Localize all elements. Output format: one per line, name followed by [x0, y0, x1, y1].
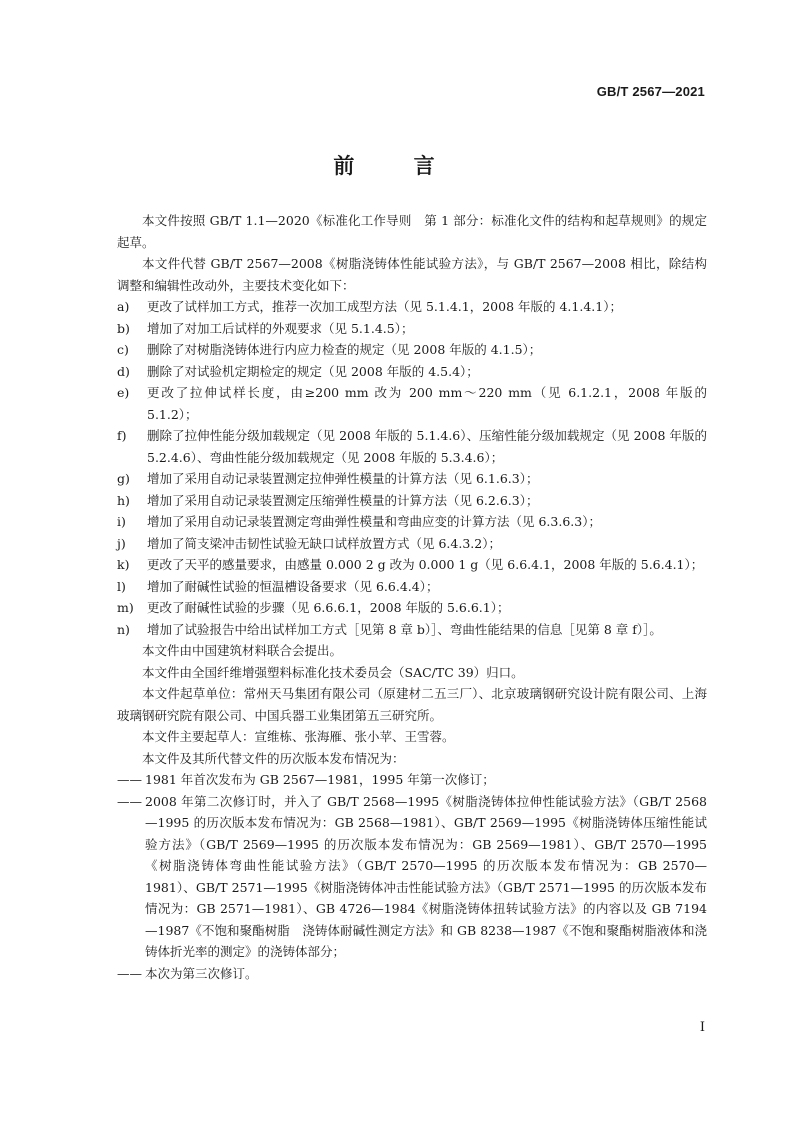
list-item-text: 删除了拉伸性能分级加载规定（见 2008 年版的 5.1.4.6）、压缩性能分级加载规定（见 2008 年版的 5.2.4.6）、弯曲性能分级加载规定（见 2008 年版的 5.3.4.6）； [147, 428, 707, 465]
list-item-text: 增加了对加工后试样的外观要求（见 5.1.4.5）； [147, 320, 414, 336]
intro-paragraph: 本文件按照 GB/T 1.1—2020《标准化工作导则 第 1 部分：标准化文件的结构和起草规则》的规定起草。 [117, 213, 707, 250]
list-item [117, 318, 707, 340]
list-item-label: g) [117, 471, 130, 486]
list-item-text: 删除了对试验机定期检定的规定（见 2008 年版的 4.5.4）； [147, 363, 479, 379]
list-item-text: 更改了试样加工方式，推荐一次加工成型方法（见 5.1.4.1，2008 年版的 4.1.4.1）； [147, 299, 622, 314]
list-item [117, 554, 707, 576]
list-item-label: e) [117, 385, 130, 400]
history-item [117, 963, 707, 985]
statement-paragraph: 本文件主要起草人：宣维栋、张海雁、张小苹、王雪蓉。 [142, 729, 455, 744]
list-item [117, 511, 707, 533]
list-item-label: h) [117, 492, 130, 508]
list-item-label: c) [117, 342, 129, 357]
list-item [117, 296, 707, 318]
page-title: 前 言 [333, 154, 461, 178]
list-item [117, 468, 707, 490]
statement-paragraph: 本文件由中国建筑材料联合会提出。 [142, 643, 343, 658]
history-item-text: 2008 年第二次修订时，并入了 GB/T 2568—1995《树脂浇铸体拉伸性能试验方法》（GB/T 2568—1995 的历次版本发布情况为：GB 2568—1981）、GB/T 2569—1995《树脂浇铸体压缩性能试验方法》（GB/T 2569—1995 的历次版本发布情况为：GB 2569—1981）、GB/T 2570—1995《树脂浇铸体弯曲性能试验方法》（GB/T 2570—1995 的历次版本发布情况为：GB 2570—1981）、GB/T 2571—1995《树脂浇铸体冲击性能试验方法》（GB/T 2571—1995 的历次版本发布情况为：GB 2571—1981）、GB 4726—1984《树脂浇铸体扭转试验方法》的内容以及 GB 7194—1987《不饱和聚酯树脂 浇铸体耐碱性测定方法》和 GB 8238—1987《不饱和聚酯树脂液体和浇铸体折光率的测定》的浇铸体部分； [145, 793, 707, 959]
list-item-text: 删除了对树脂浇铸体进行内应力检查的规定（见 2008 年版的 4.1.5）； [147, 342, 542, 357]
list-item-text: 增加了采用自动记录装置测定压缩弹性模量的计算方法（见 6.2.6.3）； [147, 492, 539, 508]
list-item-label: i) [117, 514, 126, 529]
list-item-label: a) [117, 299, 130, 314]
list-item [117, 533, 707, 555]
list-item-label: b) [117, 320, 130, 336]
list-item-label: f) [117, 428, 127, 443]
list-item [117, 597, 707, 619]
intro-paragraph: 本文件代替 GB/T 2567—2008《树脂浇铸体性能试验方法》，与 GB/T 2567—2008 相比，除结构调整和编辑性改动外，主要技术变化如下： [117, 256, 707, 293]
list-item-label: k) [117, 557, 130, 572]
statement-paragraph: 本文件由全国纤维增强塑料标准化技术委员会（SAC/TC 39）归口。 [142, 664, 524, 680]
list-item-text: 更改了天平的感量要求，由感量 0.000 2 g 改为 0.000 1 g（见 6.6.4.1，2008 年版的 5.6.4.1）； [147, 557, 704, 572]
standard-code: GB/T 2567—2021 [596, 84, 705, 99]
list-item-text: 增加了试验报告中给出试样加工方式［见第 8 章 b）］、弯曲性能结果的信息［见第 8 章 f）］。 [147, 621, 662, 637]
list-item [117, 382, 707, 425]
list-item [117, 339, 707, 361]
list-item [117, 361, 707, 383]
list-item-label: l) [117, 578, 126, 594]
changes-list [117, 296, 707, 640]
list-item [117, 425, 707, 468]
dash-mark: —— [117, 965, 142, 981]
dash-mark: —— [117, 793, 142, 809]
list-item-label: j) [117, 535, 126, 551]
list-item-text: 增加了耐碱性试验的恒温槽设备要求（见 6.6.4.4）； [147, 578, 439, 594]
list-item-label: d) [117, 363, 130, 379]
list-item-text: 增加了采用自动记录装置测定拉伸弹性模量的计算方法（见 6.1.6.3）； [147, 471, 539, 486]
list-item-text: 增加了简支梁冲击韧性试验无缺口试样放置方式（见 6.4.3.2）； [147, 535, 501, 551]
statement-paragraph: 本文件起草单位：常州天马集团有限公司（原建材二五三厂）、北京玻璃钢研究设计院有限公司、上海玻璃钢研究院有限公司、中国兵器工业集团第五三研究所。 [117, 686, 707, 723]
history-list [117, 769, 707, 984]
list-item [117, 619, 707, 641]
dash-mark: —— [117, 772, 142, 787]
statement-paragraph: 本文件及其所代替文件的历次版本发布情况为： [142, 750, 405, 766]
list-item-label: n) [117, 621, 130, 637]
history-item [117, 791, 707, 963]
list-item [117, 490, 707, 512]
list-item-text: 更改了拉伸试样长度，由≥200 mm 改为 200 mm～220 mm（见 6.1.2.1，2008 年版的 5.1.2）； [147, 385, 707, 422]
history-item-text: 本次为第三次修订。 [145, 965, 258, 981]
foreword-body [117, 210, 707, 984]
history-item [117, 769, 707, 791]
list-item [117, 576, 707, 598]
list-item-text: 更改了耐碱性试验的步骤（见 6.6.6.1，2008 年版的 5.6.6.1）； [147, 600, 510, 615]
list-item-text: 增加了采用自动记录装置测定弯曲弹性模量和弯曲应变的计算方法（见 6.3.6.3）； [147, 514, 601, 529]
history-item-text: 1981 年首次发布为 GB 2567—1981，1995 年第一次修订； [145, 772, 495, 787]
list-item-label: m) [117, 600, 134, 615]
page-number: I [699, 1020, 705, 1035]
